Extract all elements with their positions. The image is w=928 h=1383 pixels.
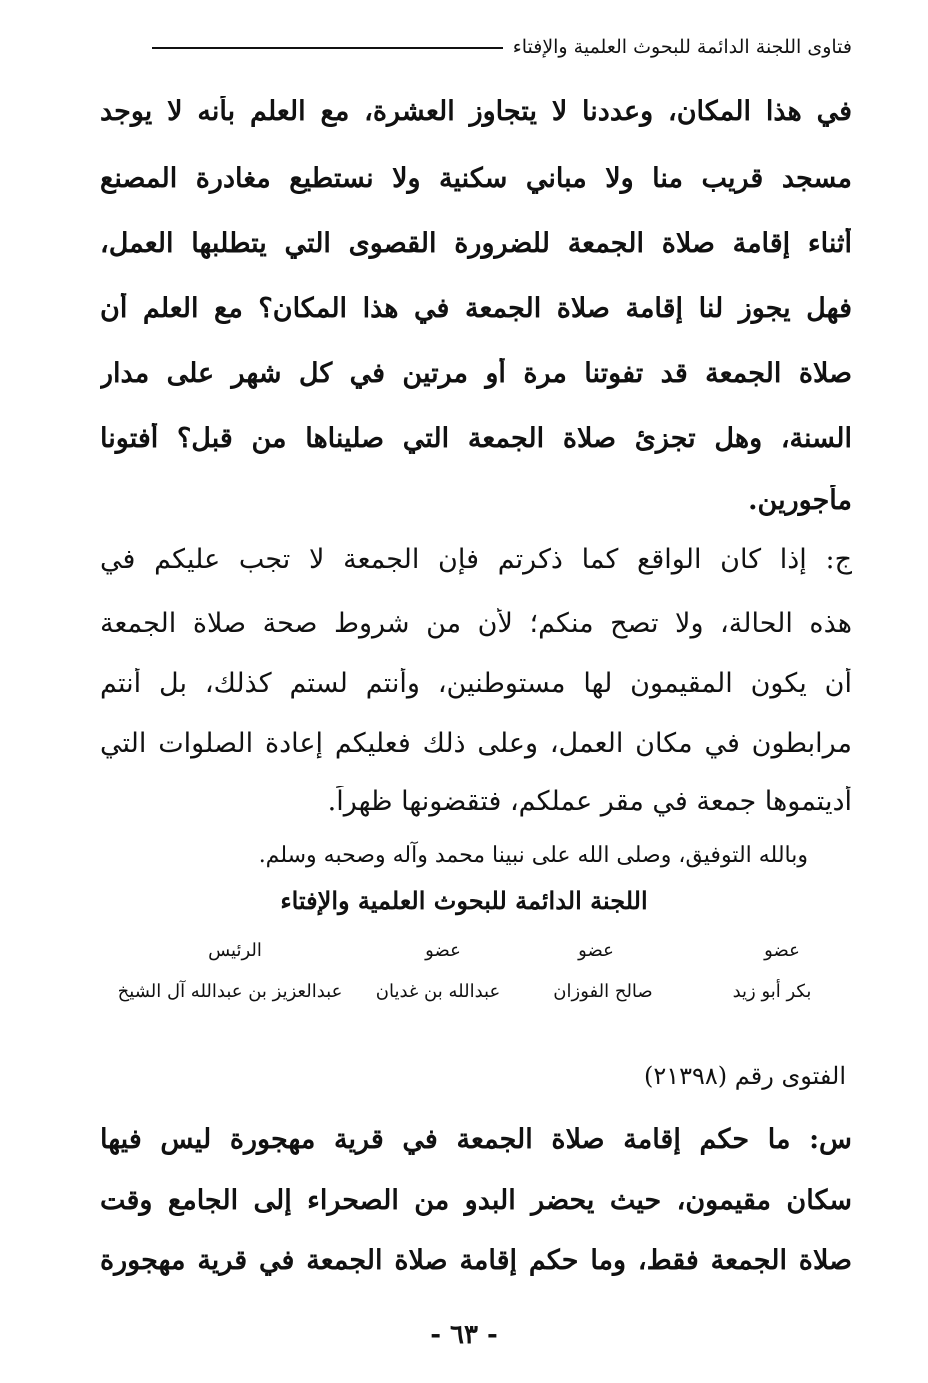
question-line: السنة، وهل تجزئ صلاة الجمعة التي صليناها من قبل؟ أفتونا	[100, 423, 852, 454]
fatwa-number: الفتوى رقم (٢١٣٩٨)	[643, 1062, 846, 1090]
running-title: فتاوى اللجنة الدائمة للبحوث العلمية والإفتاء	[512, 36, 852, 58]
closing-formula: وبالله التوفيق، وصلى الله على نبينا محمد وآله وصحبه وسلم.	[258, 843, 808, 868]
answer-line: مرابطون في مكان العمل، وعلى ذلك فعليكم إعادة الصلوات التي	[100, 728, 852, 759]
signatory-name: بكر أبو زيد	[732, 981, 812, 1002]
signatory-role: عضو	[578, 940, 614, 961]
answer-line: أديتموها جمعة في مقر عملكم، فتقضونها ظهراً.	[327, 786, 852, 817]
signatory-name: صالح الفوزان	[553, 981, 653, 1002]
next-question-line: سكان مقيمون، حيث يحضر البدو من الصحراء إلى الجامع وقت	[100, 1185, 852, 1216]
signatory-name: عبدالله بن غديان	[375, 981, 501, 1002]
next-question-line: س: ما حكم إقامة صلاة الجمعة في قرية مهجورة ليس فيها	[100, 1124, 852, 1155]
question-line: فهل يجوز لنا إقامة صلاة الجمعة في هذا المكان؟ مع العلم أن	[100, 293, 852, 324]
question-line: صلاة الجمعة قد تفوتنا مرة أو مرتين في كل شهر على مدار	[100, 358, 852, 389]
question-line: مسجد قريب منا ولا مباني سكنية ولا نستطيع مغادرة المصنع	[100, 163, 852, 194]
answer-line: أن يكون المقيمون لها مستوطنين، وأنتم لستم كذلك، بل أنتم	[100, 668, 852, 699]
committee-title: اللجنة الدائمة للبحوث العلمية والإفتاء	[280, 886, 648, 915]
question-line: أثناء إقامة صلاة الجمعة للضرورة القصوى التي يتطلبها العمل،	[100, 228, 852, 259]
signatory-name: عبدالعزيز بن عبدالله آل الشيخ	[117, 981, 343, 1002]
answer-line: هذه الحالة، ولا تصح منكم؛ لأن من شروط صحة صلاة الجمعة	[100, 608, 852, 639]
question-line: مأجورين.	[748, 485, 852, 516]
signatory-role: الرئيس	[208, 940, 262, 961]
signatory-role: عضو	[764, 940, 800, 961]
signatory-role: عضو	[425, 940, 461, 961]
question-line: في هذا المكان، وعددنا لا يتجاوز العشرة، مع العلم بأنه لا يوجد	[100, 96, 852, 127]
answer-line: ج: إذا كان الواقع كما ذكرتم فإن الجمعة لا تجب عليكم في	[100, 544, 852, 575]
running-header	[152, 36, 852, 58]
header-rule	[152, 47, 503, 49]
page-number: - ٦٣ -	[430, 1320, 498, 1350]
next-question-line: صلاة الجمعة فقط، وما حكم إقامة صلاة الجمعة في قرية مهجورة	[100, 1245, 852, 1276]
